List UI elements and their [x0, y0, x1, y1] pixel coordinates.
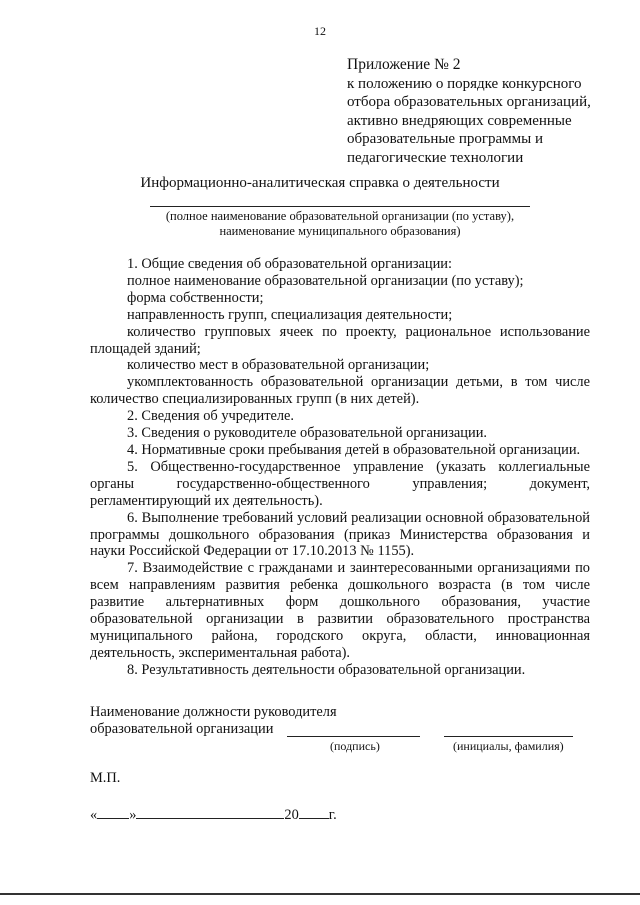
caption-line: (полное наименование образовательной организации (по уставу),: [165, 209, 515, 223]
document-body: [90, 256, 590, 679]
section-requirements: 6. Выполнение требований условий реализации основной образовательной программы дошкольного образования (приказ Министерства образования и науки Российской Федерации от 17.10.2013 № 1155).: [90, 509, 590, 560]
list-item: укомплектованность образовательной организации детьми, в том числе количество специализированных групп (в них детей).: [90, 374, 590, 408]
month-blank: [136, 806, 284, 819]
list-item: направленность групп, специализация деятельности;: [127, 306, 453, 323]
appendix-block: [347, 56, 627, 168]
section-interaction: 7. Взаимодействие с гражданами и заинтересованными организациями по всем направлениям развития ребенка дошкольного возраста (в том числе развитие альтернативных форм дошкольного образования, участие образовательной организации в развитии образовательного пространства муниципального района, городского округа, области, инновационная деятельность, экспериментальная работа).: [90, 560, 590, 661]
stamp-label: М.П.: [90, 770, 121, 786]
appendix-line: образовательные программы и: [347, 131, 544, 148]
signature-line: [287, 736, 420, 737]
appendix-line: к положению о порядке конкурсного: [347, 75, 582, 92]
appendix-line: активно внедряющих современные: [347, 112, 572, 129]
date-open-quote: «: [90, 807, 98, 823]
caption-line: наименование муниципального образования): [219, 224, 461, 238]
date-close-quote: »: [129, 807, 137, 823]
appendix-title: Приложение № 2: [347, 56, 461, 73]
organization-name-caption: [150, 209, 530, 239]
appendix-line: педагогические технологии: [347, 149, 524, 166]
organization-name-line: [150, 206, 530, 207]
year-prefix: 20: [284, 807, 299, 823]
list-item: форма собственности;: [127, 289, 264, 306]
section-general-info: 1. Общие сведения об образовательной организации:: [127, 256, 452, 272]
list-item: количество групповых ячеек по проекту, рациональное использование площадей зданий;: [90, 323, 590, 357]
signature-label-line: образовательной организации: [90, 720, 274, 737]
section-founder: 2. Сведения об учредителе.: [127, 408, 295, 425]
signature-caption: (подпись): [330, 739, 380, 753]
signature-label-line: Наименование должности руководителя: [90, 704, 337, 720]
document-title: Информационно-аналитическая справка о деятельности: [140, 175, 500, 191]
year-blank: [299, 806, 329, 819]
page-number: 12: [314, 24, 326, 38]
appendix-line: отбора образовательных организаций,: [347, 94, 591, 111]
list-item: количество мест в образовательной организации;: [127, 357, 430, 374]
section-governance: 5. Общественно-государственное управление (указать коллегиальные органы государственно-общественного управления; документ, регламентирующий их деятельность).: [90, 458, 590, 509]
name-line: [444, 736, 573, 737]
signature-label: [90, 704, 337, 738]
date-field: [90, 806, 337, 824]
section-terms: 4. Нормативные сроки пребывания детей в образовательной организации.: [127, 441, 581, 458]
section-performance: 8. Результативность деятельности образовательной организации.: [127, 661, 526, 678]
name-caption: (инициалы, фамилия): [453, 739, 564, 753]
list-item: полное наименование образовательной организации (по уставу);: [127, 272, 524, 289]
day-blank: [97, 806, 129, 819]
bottom-rule: [0, 893, 640, 895]
year-suffix: г.: [328, 807, 337, 823]
section-head: 3. Сведения о руководителе образовательной организации.: [127, 425, 488, 442]
